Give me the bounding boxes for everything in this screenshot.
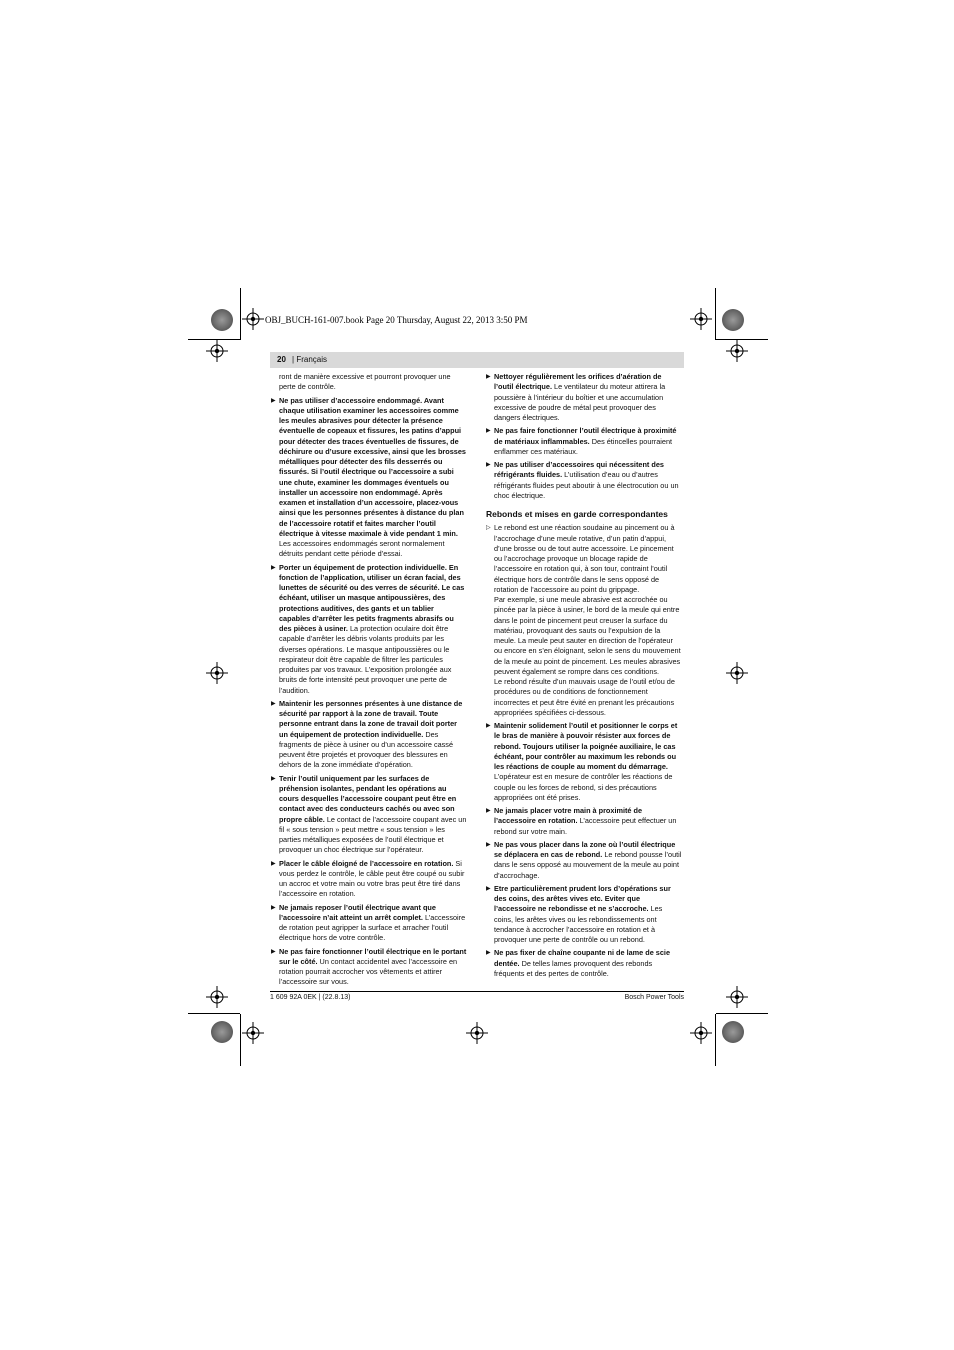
registration-target-icon — [690, 1022, 712, 1044]
list-item: ▶ Ne pas fixer de chaîne coupante ni de lame de scie dentée. De telles lames provoquent des rebonds fréquents et des pertes de contrôle. — [486, 948, 671, 978]
list-item: ▶ Porter un équipement de protection individuelle. En fonction de l’application, utiliser un écran facial, des lunettes de sécurité ou des verres de sécurité. Le cas échéant, utiliser un masque antipoussières, des protections auditives, des gants et un tablier capables d’arrêter les petits fragments abrasifs ou des pièces à usiner. La protection oculaire doit être capable d’arrêter les débris volants produits par les diverses opérations. Le masque antipoussières ou le respirateur doit être capable de filtrer les particules produites par vos travaux. L’exposition prolongée aux bruits de forte intensité peut provoquer une perte de l’audition. — [271, 562, 465, 695]
bullet-outline-triangle-icon: ▷ — [486, 525, 491, 532]
registration-target-icon — [206, 662, 228, 684]
footer-brand: Bosch Power Tools — [624, 994, 684, 1001]
list-item: ▶ Ne jamais reposer l’outil électrique avant que l’accessoire n’ait atteint un arrêt complet. L’accessoire de rotation peut agripper la surface et arracher l’outil électrique hors de votre contrôle. — [271, 902, 466, 943]
bullet-triangle-icon: ▶ — [486, 950, 491, 957]
list-item: ▶ Ne pas utiliser d’accessoire endommagé. Avant chaque utilisation examiner les accessoires comme les meules abrasives pour détecter la présence éventuelle de copeaux et fissures, les patins d’appui pour détecter des traces éventuelles de fissures, de déchirure ou d’usure excessive, ainsi que les brosses métalliques pour détecter des fils desserrés ou fissurés. Si l’outil électrique ou l’accessoire a subi une chute, examiner les dommages éventuels ou installer un accessoire non endommagé. Après examen et installation d’un accessoire, placez-vous ainsi que les personnes présentes à distance du plan de l’accessoire rotatif et faites marcher l’outil électrique à vitesse maximale à vide pendant 1 min. Les accessoires endommagés seront normalement détruits pendant cette période d’essai. — [271, 395, 466, 559]
bullet-triangle-icon: ▶ — [271, 860, 276, 867]
list-item: ▶ Placer le câble éloigné de l’accessoire en rotation. Si vous perdez le contrôle, le câble peut être coupé ou subir un accroc et votre main ou votre bras peut être tiré dans l’accessoire en rotation. — [271, 858, 465, 899]
bullet-triangle-icon: ▶ — [271, 700, 276, 707]
print-header: OBJ_BUCH-161-007.book Page 20 Thursday, August 22, 2013 3:50 PM — [265, 315, 528, 325]
bullet-triangle-icon: ▶ — [486, 885, 491, 892]
bullet-triangle-icon: ▶ — [271, 904, 276, 911]
left-column — [271, 372, 467, 991]
continuation-text: ront de manière excessive et pourront provoquer une perte de contrôle. — [279, 372, 451, 392]
intro-item: ▷ Le rebond est une réaction soudaine au pincement ou à l’accrochage d’une meule rotative, d’un patin d’appui, d’une brosse ou de tout autre accessoire. Le pincement ou l’accrochage provoque un blocage rapide de l’accessoire en rotation qui, à son tour, contraint l’outil électrique hors de contrôle dans le sens opposé de rotation de l’accessoire au point du grippage. Par exemple, si une meule abrasive est accrochée ou pincée par la pièce à usiner, le bord de la meule qui entre dans le point de pincement peut creuser la surface du matériau, provoquant des sauts ou l’expulsion de la meule. La meule peut sauter en direction de l’opérateur ou encore en s’en éloignant, selon le sens du mouvement de la meule au point de pincement. Les meules abrasives peuvent également se rompre dans ces conditions. Le rebond résulte d’un mauvais usage de l’outil et/ou de procédures ou de conditions de fonctionnement incorrectes et peut être évité en prenant les précautions appropriées spécifiées ci-dessous. — [486, 523, 681, 717]
list-item: ▶ Ne jamais placer votre main à proximité de l’accessoire en rotation. L’accessoire peut effectuer un rebond sur votre main. — [486, 806, 677, 836]
list-item: ▶ Etre particulièrement prudent lors d’opérations sur des coins, des arêtes vives etc. Eviter que l’accessoire ne rebondisse et ne s’accroche. Les coins, les arêtes vives ou les rebondissements ont tendance à accrocher l’accessoire en rotation et à provoquer une perte de contrôle ou un rebond. — [486, 883, 671, 944]
registration-target-icon — [690, 308, 712, 330]
color-bar-disc-icon — [211, 1021, 233, 1043]
list-item: ▶ Maintenir solidement l’outil et positionner le corps et le bras de manière à pouvoir résister aux forces de rebond. Toujours utiliser la poignée auxiliaire, le cas échéant, pour contrôler au maximum les rebonds ou les réactions de couple au moment du démarrage. L’opérateur est en mesure de contrôler les réactions de couple ou les forces de rebond, si des précautions appropriées ont été prises. — [486, 721, 678, 802]
bullet-triangle-icon: ▶ — [271, 948, 276, 955]
bullet-triangle-icon: ▶ — [486, 808, 491, 814]
color-bar-disc-icon — [722, 309, 744, 331]
registration-target-icon — [242, 1022, 264, 1044]
page-header-bar — [270, 352, 684, 368]
bullet-triangle-icon: ▶ — [486, 462, 491, 468]
registration-target-icon — [206, 986, 228, 1008]
right-column — [486, 372, 682, 982]
list-item: ▶ Ne pas faire fonctionner l’outil électrique à proximité de matériaux inflammables. Des étincelles pourraient enflammer ces matériaux. — [486, 426, 677, 456]
registration-target-icon — [242, 308, 264, 330]
section-language: | Français — [292, 355, 327, 364]
list-item: ▶ Ne pas vous placer dans la zone où l’outil électrique se déplacera en cas de rebond. Le rebond pousse l’outil dans le sens opposé au mouvement de la meule au point d’accrochage. — [486, 839, 682, 880]
section-heading: Rebonds et mises en garde correspondantes — [486, 509, 668, 519]
registration-target-icon — [206, 340, 228, 362]
bullet-triangle-icon: ▶ — [271, 397, 276, 404]
list-item: ▶ Maintenir les personnes présentes à une distance de sécurité par rapport à la zone de travail. Toute personne entrant dans la zone de travail doit porter un équipement de protection individuelle. Des fragments de pièce à usiner ou d’un accessoire cassé peuvent être projetés et provoquer des blessures en dehors de la zone immédiate d’opération. — [271, 698, 463, 770]
registration-target-icon — [726, 340, 748, 362]
list-item: ▶ Tenir l’outil uniquement par les surfaces de préhension isolantes, pendant les opérations au cours desquelles l’accessoire coupant peut être en contact avec des conducteurs cachés ou avec son propre câble. Le contact de l’accessoire coupant avec un fil « sous tension » peut mettre « sous tension » les parties métalliques exposées de l’outil électrique et provoquer un choc électrique sur l’opérateur. — [271, 773, 467, 855]
bullet-triangle-icon: ▶ — [486, 428, 491, 435]
color-bar-disc-icon — [211, 309, 233, 331]
registration-target-icon — [466, 1022, 488, 1044]
footer-doc-number: 1 609 92A 0EK | (22.8.13) — [270, 994, 351, 1001]
bullet-triangle-icon: ▶ — [271, 775, 276, 782]
list-item: ▶ Ne pas faire fonctionner l’outil électrique en le portant sur le côté. Un contact accidentel avec l’accessoire en rotation pourrait accrocher vos vêtements et attirer l’accessoire sur vous. — [271, 946, 467, 987]
list-item: ▶ Ne pas utiliser d’accessoires qui nécessitent des réfrigérants fluides. L’utilisation d’eau ou d’autres réfrigérants fluides peut aboutir à une électrocution ou un choc électrique. — [486, 460, 679, 500]
page-number: 20 — [277, 355, 286, 364]
bullet-triangle-icon: ▶ — [486, 841, 491, 848]
bullet-triangle-icon: ▶ — [486, 374, 491, 380]
registration-target-icon — [726, 986, 748, 1008]
color-bar-disc-icon — [722, 1021, 744, 1043]
footer-rule — [270, 991, 684, 992]
bullet-triangle-icon: ▶ — [486, 723, 491, 729]
registration-target-icon — [726, 662, 748, 684]
list-item: ▶ Nettoyer régulièrement les orifices d’aération de l’outil électrique. Le ventilateur du moteur attirera la poussière à l’intérieur du boîtier et une accumulation excessive de poudre de métal peut provoquer des dangers électriques. — [486, 372, 666, 422]
bullet-triangle-icon: ▶ — [271, 564, 276, 571]
